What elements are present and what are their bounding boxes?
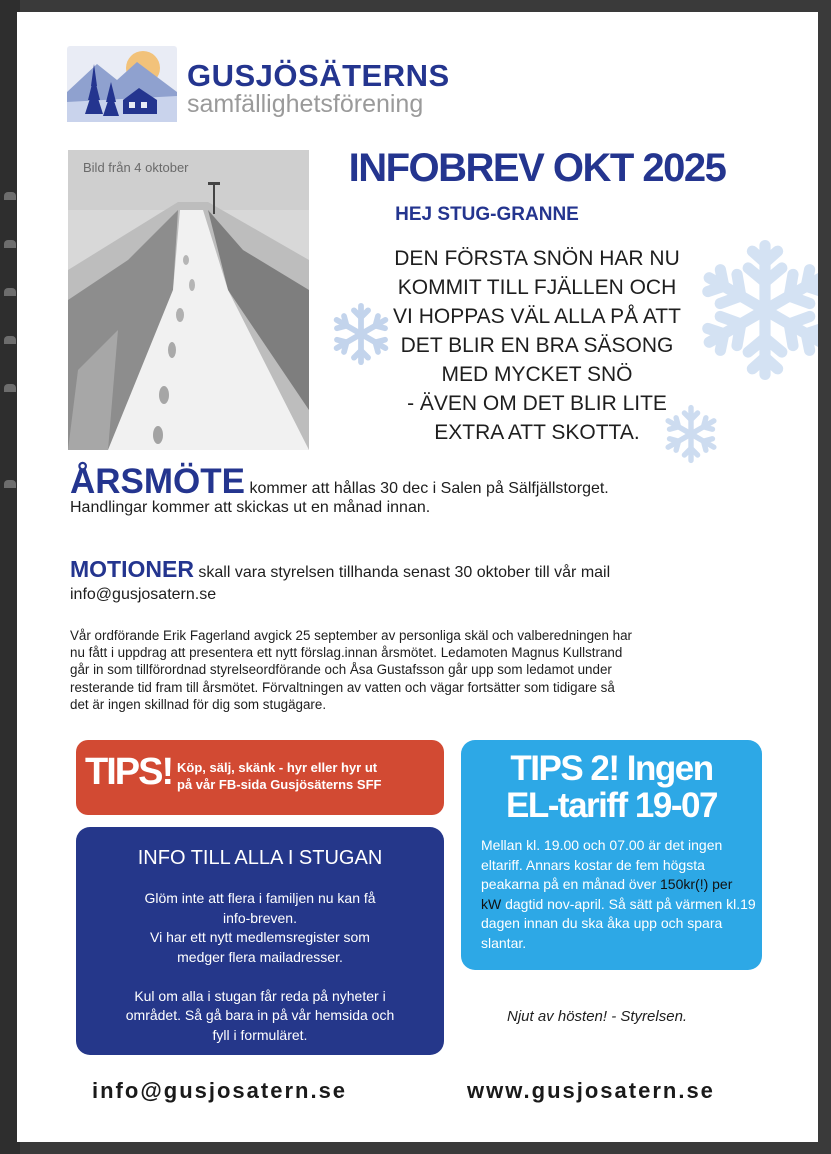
board-news-paragraph	[70, 627, 750, 713]
intro-line: MED MYCKET SNÖ	[441, 363, 633, 386]
tips-line: på vår FB-sida Gusjösäterns SFF	[177, 777, 382, 792]
tips-line: Köp, sälj, skänk - hyr eller hyr ut	[177, 760, 378, 775]
background-icon	[4, 240, 16, 248]
background-icon	[4, 384, 16, 392]
tips-box	[76, 740, 444, 815]
brand-name	[187, 60, 450, 116]
motions-heading: MOTIONER	[70, 556, 194, 582]
background-icon	[4, 480, 16, 488]
background-icon	[4, 336, 16, 344]
signoff: Njut av hösten! - Styrelsen.	[507, 1008, 688, 1025]
photo-caption: Bild från 4 oktober	[83, 160, 189, 175]
tips-text	[177, 759, 381, 793]
tips-label: TIPS!	[85, 751, 173, 793]
info-box-title: INFO TILL ALLA I STUGAN	[137, 847, 383, 869]
tips2-title-line: TIPS 2! Ingen	[510, 749, 713, 788]
intro-message	[347, 244, 727, 447]
newsletter-page	[17, 12, 818, 1142]
board-news-line: nu fått i uppdrag att presentera ett nytt förslag.innan årsmötet. Ledamoten Magnus Kullstrand	[70, 645, 623, 661]
tips2-highlight: 150kr(!) per kW	[481, 876, 733, 912]
intro-line: DET BLIR EN BRA SÄSONG	[400, 334, 674, 357]
tips2-text: Mellan kl. 19.00 och 07.00 är det ingen eltariff. Annars kostar de fem högsta peakarna på en månad över	[481, 837, 723, 892]
newsletter-title: INFOBREV OKT 2025	[348, 146, 726, 190]
board-news-line: det är ingen skillnad för dig som stugägare.	[70, 696, 327, 712]
tips2-body	[481, 836, 756, 953]
motions-section	[70, 558, 790, 606]
tips2-box	[461, 740, 762, 970]
intro-line: EXTRA ATT SKOTTA.	[434, 421, 640, 444]
board-news-line: resterande tid fram till årsmötet. Förvaltningen av vatten och vägar fortsätter som tidigare så	[70, 679, 615, 695]
background-icon	[4, 192, 16, 200]
annual-meeting-heading: ÅRSMÖTE	[70, 462, 245, 501]
intro-line: DEN FÖRSTA SNÖN HAR NU	[394, 247, 680, 270]
info-box-body: Glöm inte att flera i familjen nu kan få info-breven. Vi har ett nytt medlemsregister som medger flera mailadresser. Kul om alla i stugan får reda på nyheter i området. Så gå bara in på vår hemsida och fyll i formuläret.	[125, 890, 395, 1043]
footer-email: info@gusjosatern.se	[92, 1078, 348, 1103]
tips2-title	[461, 750, 762, 824]
annual-meeting-text: kommer att hållas 30 dec i Salen på Sälfjällstorget.	[249, 480, 609, 497]
tips2-text: dagtid nov-april.	[505, 895, 605, 912]
motions-text: skall vara styrelsen tillhanda senast 30 oktober till vår mail	[198, 564, 611, 581]
intro-line: KOMMIT TILL FJÄLLEN OCH	[397, 276, 677, 299]
greeting: HEJ STUG-GRANNE	[395, 204, 579, 225]
snowy-path-photo	[68, 150, 309, 450]
board-news-line: Vår ordförande Erik Fagerland avgick 25 september av personliga skäl och valberedningen har	[70, 628, 632, 643]
background-icon	[4, 288, 16, 296]
brand-subtitle: samfällighetsförening	[187, 90, 424, 118]
footer-website: www.gusjosatern.se	[467, 1078, 715, 1103]
tips2-title-line: EL-tariff 19-07	[506, 786, 717, 825]
motions-email: info@gusjosatern.se	[70, 586, 217, 603]
brand-title: GUSJÖSÄTERNS	[187, 58, 450, 93]
intro-line: VI HOPPAS VÄL ALLA PÅ ATT	[393, 305, 681, 328]
info-everyone-box	[76, 827, 444, 1055]
annual-meeting-section	[70, 462, 790, 517]
tips2-text: Så sätt på värmen kl.19 dagen innan du ska åka upp och spara slantar.	[481, 895, 756, 951]
association-logo	[67, 46, 177, 122]
board-news-line: går in som tillförordnad styrelseordförande och Åsa Gustafsson går upp som ledamot under	[70, 662, 612, 678]
intro-line: - ÄVEN OM DET BLIR LITE	[407, 392, 667, 415]
annual-meeting-text2: Handlingar kommer att skickas ut en månad innan.	[70, 499, 431, 516]
